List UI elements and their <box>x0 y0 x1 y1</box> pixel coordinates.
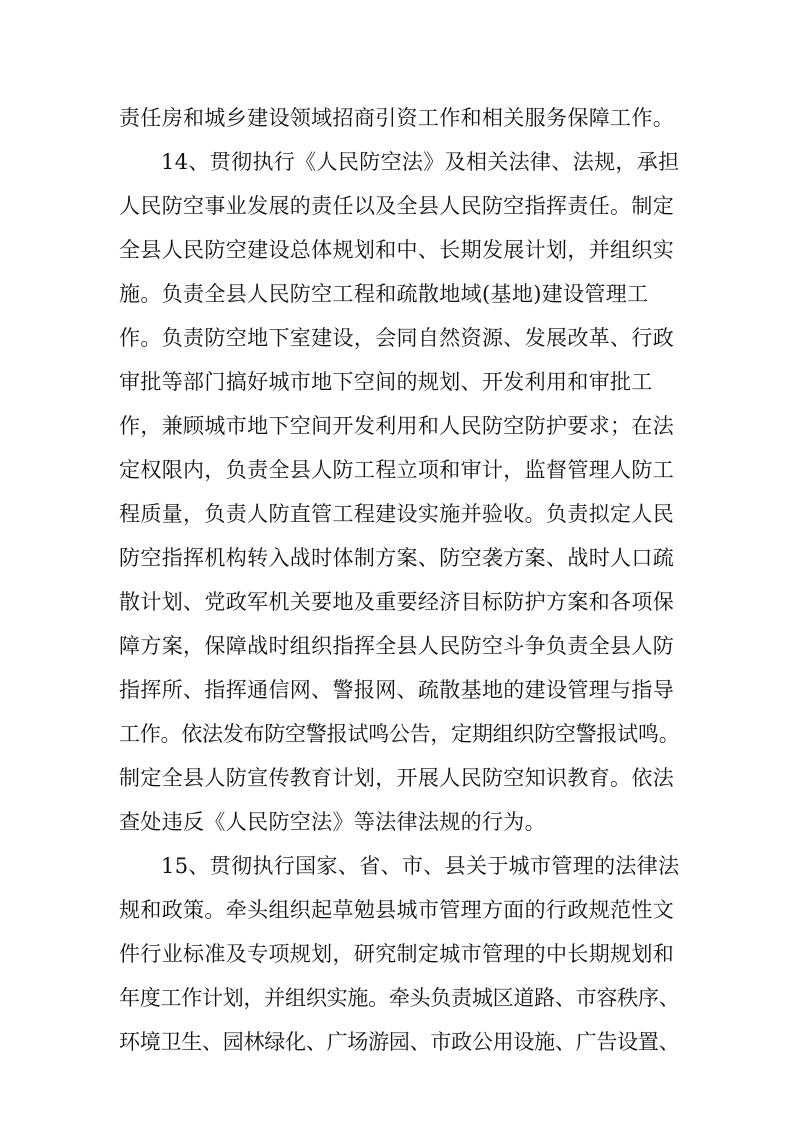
body-text-line: 件行业标准及专项规划，研究制定城市管理的中长期规划和 <box>119 942 675 966</box>
body-text-line: 指挥所、指挥通信网、警报网、疏散基地的建设管理与指导 <box>119 678 675 702</box>
body-text-line: 查处违反《人民防空法》等法律法规的行为。 <box>119 810 546 834</box>
body-text-line: 工作。依法发布防空警报试鸣公告，定期组织防空警报试鸣。 <box>119 722 680 746</box>
body-text-line: 人民防空事业发展的责任以及全县人民防空指挥责任。制定 <box>119 194 675 218</box>
body-text-line: 散计划、党政军机关要地及重要经济目标防护方案和各项保 <box>119 590 675 614</box>
body-text-line: 施。负责全县人民防空工程和疏散地域(基地)建设管理工 <box>119 282 649 306</box>
paragraph-14-first-line: 14、贯彻执行《人民防空法》及相关法律、法规，承担 <box>161 150 680 174</box>
paragraph-15-first-line: 15、贯彻执行国家、省、市、县关于城市管理的法律法 <box>161 854 680 878</box>
body-text-line: 全县人民防空建设总体规划和中、长期发展计划，并组织实 <box>119 238 675 262</box>
body-text-line: 作，兼顾城市地下空间开发利用和人民防空防护要求；在法 <box>119 414 675 438</box>
body-text-line: 责任房和城乡建设领域招商引资工作和相关服务保障工作。 <box>119 106 675 130</box>
body-text-line: 作。负责防空地下室建设，会同自然资源、发展改革、行政 <box>119 326 675 350</box>
body-text-line: 程质量，负责人防直管工程建设实施并验收。负责拟定人民 <box>119 502 675 526</box>
body-text-line: 制定全县人防宣传教育计划，开展人民防空知识教育。依法 <box>119 766 675 790</box>
body-text-line: 障方案，保障战时组织指挥全县人民防空斗争负责全县人防 <box>119 634 675 658</box>
body-text-line: 定权限内，负责全县人防工程立项和审计，监督管理人防工 <box>119 458 675 482</box>
body-text-line: 规和政策。牵头组织起草勉县城市管理方面的行政规范性文 <box>119 898 675 922</box>
body-text-line: 审批等部门搞好城市地下空间的规划、开发利用和审批工 <box>119 370 653 394</box>
body-text-line: 年度工作计划，并组织实施。牵头负责城区道路、市容秩序、 <box>119 986 680 1010</box>
body-text-line: 环境卫生、园林绿化、广场游园、市政公用设施、广告设置、 <box>119 1030 680 1054</box>
body-text-line: 防空指挥机构转入战时体制方案、防空袭方案、战时人口疏 <box>119 546 675 570</box>
